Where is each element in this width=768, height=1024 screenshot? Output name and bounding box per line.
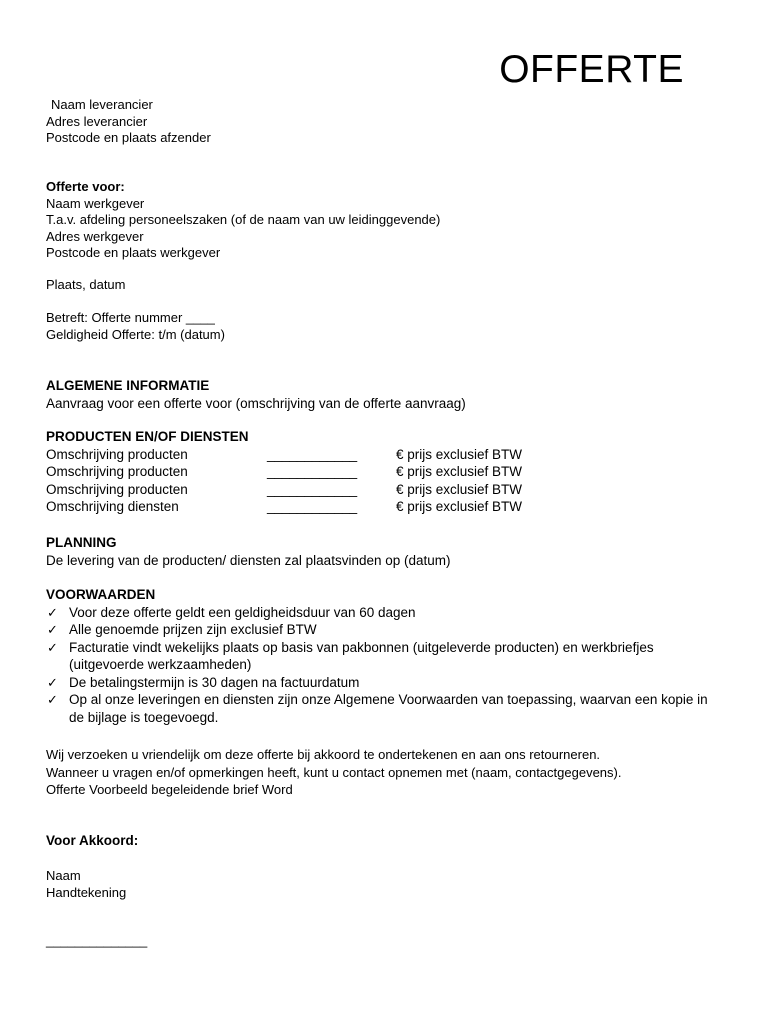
condition-text: De betalingstermijn is 30 dagen na factuurdatum (69, 674, 360, 690)
condition-text: Voor deze offerte geldt een geldigheidsduur van 60 dagen (69, 604, 416, 620)
general-text: Aanvraag voor een offerte voor (omschrijving van de offerte aanvraag) (46, 395, 466, 411)
service-row (46, 498, 606, 516)
checkmark-icon: ✓ (47, 692, 58, 707)
service-blank: ____________ (267, 499, 358, 514)
conditions-list (46, 604, 719, 727)
reference-subject: Betreft: Offerte nummer ____ (46, 310, 215, 325)
checkmark-icon: ✓ (47, 639, 58, 655)
condition-text: Facturatie vindt wekelijks plaats op basis van pakbonnen (uitgeleverde producten) en werkbriefjes (uitgevoerde werkzaamheden) (69, 639, 654, 672)
approval-heading-block (46, 832, 138, 850)
general-section (46, 377, 466, 412)
conditions-section (46, 586, 719, 726)
closing-line-1: Wij verzoeken u vriendelijk om deze offerte bij akkoord te ondertekenen en aan ons retourneren. (46, 747, 601, 762)
product-row (46, 481, 606, 499)
product-price: € prijs exclusief BTW (396, 481, 523, 497)
condition-item (46, 621, 719, 639)
approval-block (46, 867, 126, 901)
condition-item (46, 639, 719, 674)
approval-heading: Voor Akkoord: (46, 833, 139, 848)
condition-text: Alle genoemde prijzen zijn exclusief BTW (69, 622, 317, 637)
product-row (46, 446, 606, 464)
checkmark-icon: ✓ (47, 622, 58, 637)
condition-item (46, 674, 719, 692)
product-description: Omschrijving producten (46, 464, 188, 479)
service-price: € prijs exclusief BTW (396, 499, 523, 514)
product-price: € prijs exclusief BTW (396, 464, 523, 479)
conditions-heading: VOORWAARDEN (46, 587, 156, 602)
recipient-block (46, 179, 440, 262)
planning-heading: PLANNING (46, 535, 117, 550)
product-description: Omschrijving producten (46, 481, 188, 497)
closing-line-3: Offerte Voorbeeld begeleidende brief Word (46, 782, 293, 797)
document-title: OFFERTE (499, 48, 684, 91)
checkmark-icon: ✓ (47, 604, 58, 620)
condition-item (46, 604, 719, 622)
condition-item (46, 691, 719, 726)
product-description: Omschrijving producten (46, 446, 188, 462)
product-blank: ____________ (267, 446, 358, 462)
recipient-heading: Offerte voor: (46, 179, 125, 194)
product-blank: ____________ (267, 464, 358, 479)
signature-line: ______________ (46, 933, 148, 948)
closing-line-2: Wanneer u vragen en/of opmerkingen heeft, kunt u contact opnemen met (naam, contactgegevens). (46, 764, 622, 780)
planning-text: De levering van de producten/ diensten zal plaatsvinden op (datum) (46, 552, 451, 568)
recipient-postal: Postcode en plaats werkgever (46, 245, 221, 260)
product-blank: ____________ (267, 481, 358, 497)
place-date-block (46, 277, 126, 294)
reference-block (46, 310, 225, 343)
planning-section (46, 534, 451, 569)
approval-name: Naam (46, 868, 81, 883)
supplier-block (46, 97, 211, 147)
general-heading: ALGEMENE INFORMATIE (46, 378, 210, 393)
product-row (46, 463, 606, 481)
reference-validity: Geldigheid Offerte: t/m (datum) (46, 326, 225, 342)
recipient-employer: Naam werkgever (46, 195, 145, 211)
products-section (46, 428, 606, 516)
supplier-address: Adres leverancier (46, 113, 148, 129)
recipient-attention: T.a.v. afdeling personeelszaken (of de naam van uw leidinggevende) (46, 212, 441, 227)
condition-text: Op al onze leveringen en diensten zijn onze Algemene Voorwaarden van toepassing, waarvan een kopie in de bijlage is toegevoegd. (69, 692, 708, 725)
supplier-name: Naam leverancier (51, 97, 153, 112)
approval-signature: Handtekening (46, 885, 127, 900)
product-price: € prijs exclusief BTW (396, 446, 523, 462)
recipient-address: Adres werkgever (46, 228, 144, 244)
closing-block (46, 746, 621, 799)
service-description: Omschrijving diensten (46, 499, 179, 514)
products-heading: PRODUCTEN EN/OF DIENSTEN (46, 429, 249, 444)
supplier-postal: Postcode en plaats afzender (46, 130, 211, 145)
checkmark-icon: ✓ (47, 674, 58, 690)
place-date: Plaats, datum (46, 277, 126, 292)
